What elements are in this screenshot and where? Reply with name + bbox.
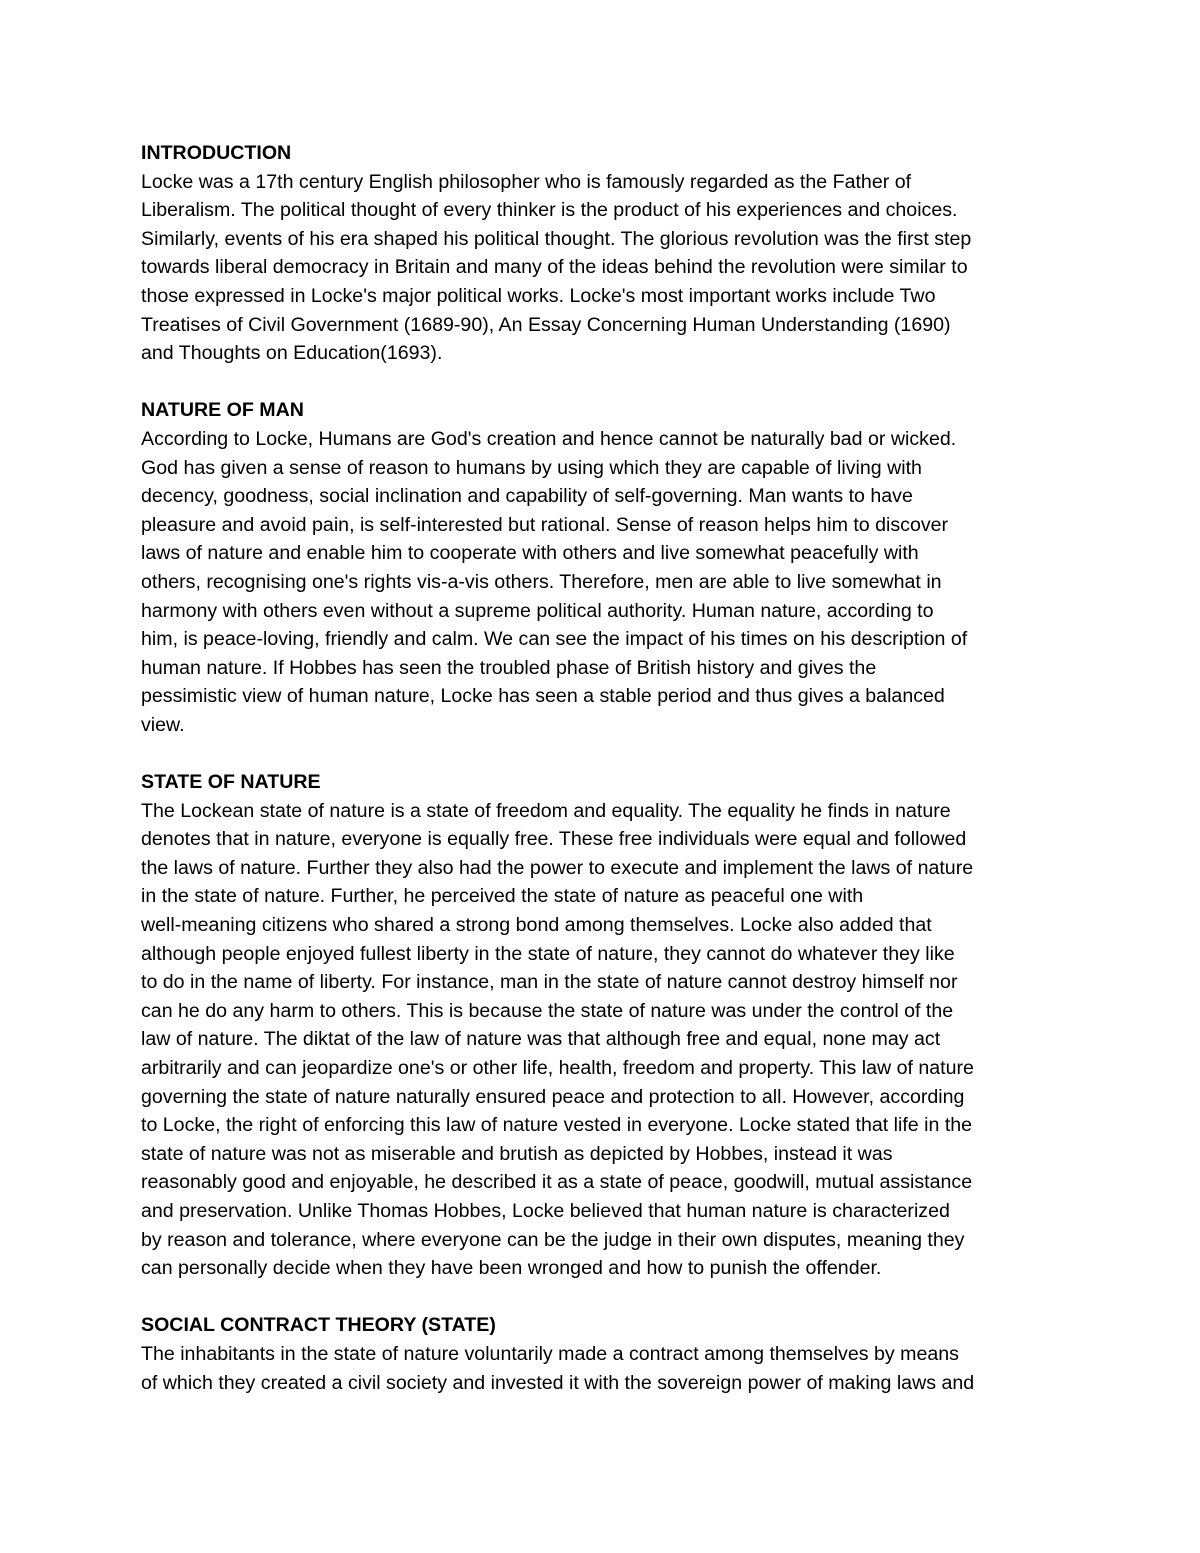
section-heading: SOCIAL CONTRACT THEORY (STATE) — [141, 1314, 496, 1337]
text-line: to Locke, the right of enforcing this law of nature vested in everyone. Locke stated that life in the — [141, 1114, 973, 1137]
text-line: others, recognising one's rights vis-a-vis others. Therefore, men are able to live somewhat in — [141, 570, 942, 593]
text-line: state of nature was not as miserable and brutish as depicted by Hobbes, instead it was — [141, 1142, 893, 1165]
text-line: arbitrarily and can jeopardize one's or other life, health, freedom and property. This law of nature — [141, 1057, 974, 1079]
text-line: can he do any harm to others. This is because the state of nature was under the control of the — [141, 999, 954, 1022]
section-body — [141, 1340, 1066, 1397]
text-line: Similarly, events of his era shaped his political thought. The glorious revolution was the first step — [141, 227, 972, 250]
text-line: the laws of nature. Further they also had the power to execute and implement the laws of nature — [141, 856, 974, 879]
text-line: governing the state of nature naturally ensured peace and protection to all. However, according — [141, 1085, 965, 1108]
section-heading: NATURE OF MAN — [141, 399, 304, 422]
text-line: God has given a sense of reason to humans by using which they are capable of living with — [141, 456, 922, 479]
text-line: in the state of nature. Further, he perceived the state of nature as peaceful one with — [141, 885, 864, 908]
section-heading: INTRODUCTION — [141, 142, 292, 164]
section-social-contract-theory — [141, 1311, 1066, 1397]
section-body — [141, 425, 1066, 740]
document-page — [141, 139, 1066, 1426]
text-line: Liberalism. The political thought of every thinker is the product of his experiences and choices. — [141, 199, 958, 222]
section-body — [141, 797, 1066, 1283]
text-line: reasonably good and enjoyable, he described it as a state of peace, goodwill, mutual assistance — [141, 1171, 973, 1194]
text-line: decency, goodness, social inclination and capability of self-governing. Man wants to have — [141, 485, 913, 508]
text-line: well-meaning citizens who shared a strong bond among themselves. Locke also added that — [141, 914, 932, 937]
section-introduction — [141, 139, 1066, 368]
text-line: Locke was a 17th century English philosopher who is famously regarded as the Father of — [141, 170, 912, 193]
text-line: The Lockean state of nature is a state of freedom and equality. The equality he finds in nature — [141, 799, 951, 822]
text-line: According to Locke, Humans are God's creation and hence cannot be naturally bad or wicked. — [141, 427, 957, 450]
text-line: pessimistic view of human nature, Locke has seen a stable period and thus gives a balanced — [141, 685, 945, 708]
text-line: The inhabitants in the state of nature voluntarily made a contract among themselves by means — [141, 1342, 959, 1365]
section-heading: STATE OF NATURE — [141, 771, 321, 794]
text-line: Treatises of Civil Government (1689-90), An Essay Concerning Human Understanding (1690) — [141, 313, 951, 336]
text-line: can personally decide when they have been wronged and how to punish the offender. — [141, 1257, 882, 1280]
text-line: towards liberal democracy in Britain and many of the ideas behind the revolution were similar to — [141, 256, 968, 279]
text-line: by reason and tolerance, where everyone can be the judge in their own disputes, meaning they — [141, 1228, 965, 1251]
text-line: of which they created a civil society and invested it with the sovereign power of making laws and — [141, 1371, 975, 1394]
text-line: denotes that in nature, everyone is equally free. These free individuals were equal and followed — [141, 828, 967, 851]
text-line: law of nature. The diktat of the law of nature was that although free and equal, none may act — [141, 1028, 941, 1051]
text-line: view. — [141, 713, 185, 736]
text-line: harmony with others even without a supreme political authority. Human nature, according to — [141, 599, 934, 622]
text-line: to do in the name of liberty. For instance, man in the state of nature cannot destroy himself nor — [141, 971, 958, 994]
text-line: those expressed in Locke's major political works. Locke's most important works include Two — [141, 284, 936, 307]
text-line: pleasure and avoid pain, is self-interested but rational. Sense of reason helps him to discover — [141, 513, 949, 536]
text-line: human nature. If Hobbes has seen the troubled phase of British history and gives the — [141, 656, 877, 679]
text-line: him, is peace-loving, friendly and calm. We can see the impact of his times on his description of — [141, 628, 968, 651]
section-body — [141, 168, 1066, 368]
section-state-of-nature — [141, 768, 1066, 1283]
text-line: and Thoughts on Education(1693). — [141, 342, 443, 365]
text-line: and preservation. Unlike Thomas Hobbes, Locke believed that human nature is characterized — [141, 1199, 950, 1222]
text-line: laws of nature and enable him to cooperate with others and live somewhat peacefully with — [141, 542, 919, 565]
section-nature-of-man — [141, 396, 1066, 739]
text-line: although people enjoyed fullest liberty in the state of nature, they cannot do whatever they like — [141, 942, 955, 965]
